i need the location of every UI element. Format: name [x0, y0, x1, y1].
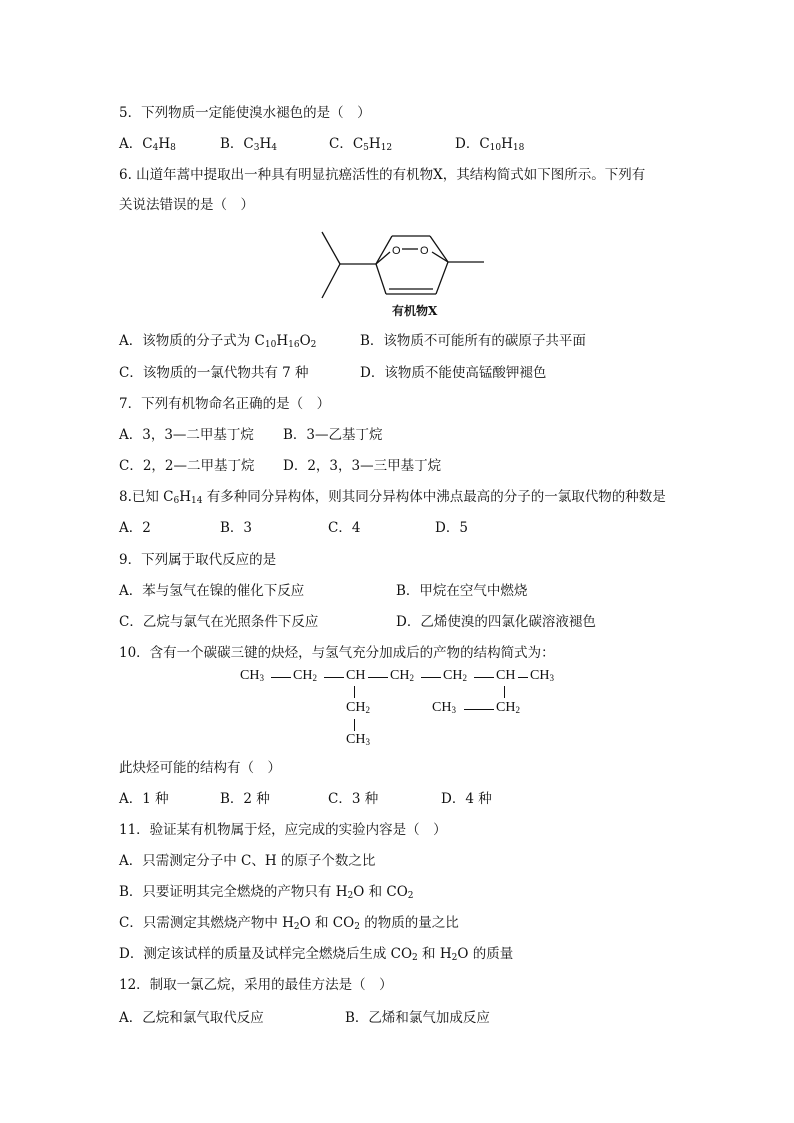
q10-question: 此炔烃可能的结构有（ ）: [119, 760, 281, 776]
figure-caption: 有机物X: [392, 304, 438, 318]
q10-stem: 10．含有一个碳碳三键的炔烃，与氢气充分加成后的产物的结构简式为：: [119, 645, 555, 661]
bond: [421, 677, 441, 678]
q8-option-d: D．5: [435, 520, 468, 536]
q5-options: [119, 135, 679, 153]
formula-ch-2: CH: [496, 668, 516, 683]
q11-option-a: A．只需测定分子中 C、H 的原子个数之比: [119, 853, 376, 869]
bond: [368, 677, 388, 678]
q12-stem: 12．制取一氯乙烷，采用的最佳方法是（ ）: [119, 977, 393, 993]
q6-option-d: D．该物质不能使高锰酸钾褪色: [360, 365, 547, 381]
q11-option-c: C．只需测定其燃烧产物中 $H_2O$ 和 $CO_2$ 的物质的量之比: [119, 915, 459, 932]
formula-branch1-ch2: $CH_2$: [346, 700, 370, 715]
bond: [504, 686, 505, 698]
formula-ch3-left: $CH_3$: [240, 668, 264, 683]
q9-option-c: C．乙烷与氯气在光照条件下反应: [119, 614, 319, 630]
bond: [464, 709, 494, 710]
q12-option-b: B．乙烯和氯气加成反应: [345, 1010, 490, 1026]
q8-options: [119, 519, 519, 537]
bond: [271, 677, 291, 678]
formula-ch2-2: $CH_2$: [390, 668, 414, 683]
q8-option-c: C．4: [328, 520, 361, 536]
formula-branch1-ch3: $CH_3$: [346, 732, 370, 747]
q8-stem: 8.已知 $C_6H_{14}$ 有多种同分异构体，则其同分异构体中沸点最高的分子的一氯取代物的种数是: [119, 489, 666, 506]
q10-option-c: C．3 种: [328, 791, 379, 807]
q9-option-d: D．乙烯使溴的四氯化碳溶液褪色: [396, 614, 596, 630]
formula-ch3-right: $CH_3$: [530, 668, 554, 683]
bond: [324, 677, 344, 678]
q6-option-b: B．该物质不可能所有的碳原子共平面: [360, 333, 586, 349]
q11-option-b: B．只要证明其完全燃烧的产物只有 $H_2O$ 和 $CO_2$: [119, 884, 414, 901]
formula-ch2-3: $CH_2$: [443, 668, 467, 683]
q6-stem-line2: 关说法错误的是（ ）: [119, 197, 254, 213]
bond: [354, 686, 355, 698]
bond: [474, 677, 494, 678]
q5-option-d: D．$C_{10}H_{18}$: [455, 136, 525, 153]
q9-option-b: B．甲烷在空气中燃烧: [396, 583, 528, 599]
formula-ch2-1: $CH_2$: [293, 668, 317, 683]
formula-branch2-ch3: $CH_3$: [432, 700, 456, 715]
q8-option-a: A．2: [119, 520, 151, 536]
q7-option-b: B．3—乙基丁烷: [283, 427, 383, 443]
q10-options: [119, 790, 539, 808]
q11-stem: 11．验证某有机物属于烃，应完成的实验内容是（ ）: [119, 822, 447, 838]
q8-option-b: B．3: [220, 520, 253, 536]
q9-stem: 9．下列属于取代反应的是: [119, 552, 277, 568]
q5-option-b: B．$C_3H_4$: [220, 136, 277, 153]
q7-option-d: D．2，3，3—三甲基丁烷: [283, 458, 442, 474]
q5-option-a: A．$C_4H_8$: [119, 136, 176, 153]
q11-option-d: D．测定该试样的质量及试样完全燃烧后生成 $CO_2$ 和 $H_2O$ 的质量: [119, 946, 514, 963]
q6-option-a: A．该物质的分子式为 $C_{10}H_{16}O_2$: [119, 333, 317, 350]
q6-stem-line1: 6. 山道年蒿中提取出一种具有明显抗癌活性的有机物X，其结构简式如下图所示。下列有: [119, 167, 646, 183]
q10-option-d: D．4 种: [441, 791, 492, 807]
formula-ch-1: CH: [346, 668, 366, 683]
oxygen-label-1: O: [392, 245, 401, 257]
q7-option-a: A．3，3—二甲基丁烷: [119, 427, 254, 443]
q10-option-b: B．2 种: [220, 791, 270, 807]
q10-option-a: A．1 种: [119, 791, 169, 807]
q7-option-c: C．2，2—二甲基丁烷: [119, 458, 255, 474]
bond: [518, 677, 528, 678]
q5-option-c: C．$C_5H_{12}$: [329, 136, 393, 153]
formula-branch2-ch2: $CH_2$: [496, 700, 520, 715]
structural-formula: [240, 668, 560, 752]
bond: [354, 719, 355, 731]
structure-figure-x: [316, 228, 486, 320]
q7-stem: 7．下列有机物命名正确的是（ ）: [119, 396, 331, 412]
q12-option-a: A．乙烷和氯气取代反应: [119, 1010, 264, 1026]
oxygen-label-2: O: [420, 245, 429, 257]
q9-option-a: A．苯与氢气在镍的催化下反应: [119, 583, 305, 599]
q6-option-c: C．该物质的一氯代物共有 7 种: [119, 365, 309, 381]
q5-stem: 5．下列物质一定能使溴水褪色的是（ ）: [119, 105, 371, 121]
